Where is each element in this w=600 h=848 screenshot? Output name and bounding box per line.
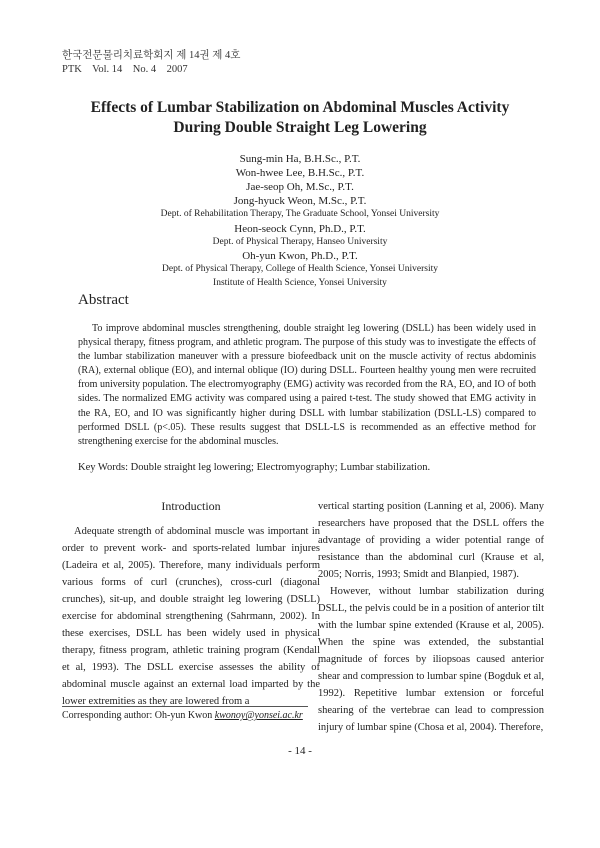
introduction-heading: Introduction [161,499,221,513]
journal-name-korean: 한국전문물리치료학회지 제 14권 제 4호 [62,50,241,61]
author-list [0,152,600,290]
intro-paragraph-2: However, without lumbar stabilization during DSLL, the pelvis could be in a position of anterior tilt with the lumbar spine extended (Krause et al, 2005). When the spine was extended, the substantial magnitude of forces by iliopsoas caused anterior shear and compression to lumbar spine (Bogduk et al, 1992). Repetitive lumbar extension or forceful shearing of the vertebrae can lead to compression injury of lumbar spine (Chosa et al, 2004). Therefore, [318,586,545,733]
title-line-2: During Double Straight Leg Lowering [173,119,427,136]
journal-volume-info: PTK Vol. 14 No. 4 2007 [62,64,188,75]
keywords: Key Words: Double straight leg lowering; Electromyography; Lumbar stabilization. [78,462,431,473]
author-name: Jong-hyuck Weon, M.Sc., P.T. [233,195,367,207]
left-column [62,498,320,710]
author-name: Heon-seock Cynn, Ph.D., P.T. [234,222,366,235]
author-name: Sung-min Ha, B.H.Sc., P.T. [239,153,361,165]
journal-header [62,49,240,77]
footnote-divider [62,706,308,707]
abstract-text: To improve abdominal muscles strengthening, double straight leg lowering (DSLL) has been widely used in physical therapy, fitness program, and athletic program. The purpose of this study was to investigate the effects of the lumbar stabilization maneuver with a pressure biofeedback unit on the muscle activity of rectus abdominis (RA), external oblique (EO), and internal oblique (IO) during DSLL. Fourteen healthy young men were recruited from university population. The electromyography (EMG) activity was recorded from the RA, EO, and IO of both sides. The normalized EMG activity was compared using a paired t-test. The study showed that EMG activity in the RA, EO, and IO was significantly higher during DSLL with lumbar stabilization (DSLL-LS) compared to performed DSLL (p<.05). These results suggest that DSLL-LS is recommended as an effective method for strengthening exercise for the abdominal muscles. [78,323,536,447]
intro-paragraph-1-continued: vertical starting position (Lanning et al, 2006). Many researchers have proposed that the DSLL offers the advantage of providing a wider potential range of resistance than the abdominal curl (Krause et al, 2005; Norris, 1993; Smidt and Blanpied, 1987). [318,501,544,580]
corresponding-author-label: Corresponding author: Oh-yun Kwon [62,710,213,721]
footnote [62,710,303,721]
author-email-link[interactable]: kwonoy@yonsei.ac.kr [214,710,303,721]
paper-title [40,98,560,138]
author-affiliation: Dept. of Rehabilitation Therapy, The Graduate School, Yonsei University [160,209,440,219]
author-name: Oh-yun Kwon, Ph.D., P.T. [242,250,358,262]
right-column [318,498,544,736]
author-affiliation: Dept. of Physical Therapy, College of Health Science, Yonsei University [162,264,438,274]
author-affiliation: Dept. of Physical Therapy, Hanseo University [212,236,388,247]
author-name: Won-hwee Lee, B.H.Sc., P.T. [235,167,365,179]
title-line-1: Effects of Lumbar Stabilization on Abdominal Muscles Activity [90,99,510,116]
author-affiliation: Institute of Health Science, Yonsei University [213,277,387,288]
author-name: Jae-seop Oh, M.Sc., P.T. [246,181,354,193]
abstract-heading: Abstract [78,292,129,308]
intro-paragraph-1: Adequate strength of abdominal muscle was important in order to prevent work- and sports-related lumbar injures (Ladeira et al, 2005). Therefore, many individuals perform various forms of curl (crunches), cross-curl (diagonal crunches), sit-up, and double straight leg lowering (DSLL) exercise for abdominal strengthening (Sahrmann, 2002). In these exercises, DSLL has been widely used in physical therapy, fitness program, athletic training program (Kendall et al, 1993). The DSLL exercise assesses the ability of abdominal muscle against an external load imparted by the lower extremities as they are lowered from a [62,526,320,707]
page-number: - 14 - [288,745,312,757]
